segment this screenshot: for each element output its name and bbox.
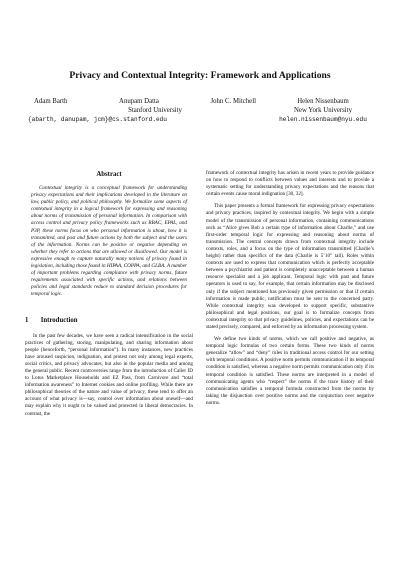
- author-affiliation: Stanford University: [128, 107, 182, 114]
- paragraph: We define two kinds of norms, which we call positive and negative, as temporal logic formulas of two certain forms. These two kinds of norms generalize “allow” and “deny” rules in traditional access control for our setting with temporal conditions. A positive norm permits communication if its temporal condition is satisfied, whereas a negative norm permits communication only if its temporal condition is satisfied. These norms are interpreted in a model of communicating agents who “respect” the norms if the trace history of their communication satisfies a temporal formula constructed from the norms by taking the disjunction over positive norms and the conjunction over negative norms.: [206, 336, 374, 406]
- author-email: helen.nissenbaum@nyu.edu: [279, 116, 367, 123]
- author-name: Adam Barth: [34, 98, 68, 105]
- author-block-nyu: [268, 97, 378, 124]
- section-title: Introduction: [40, 316, 78, 324]
- author-names: [28, 97, 264, 106]
- author-affiliation: New York University: [294, 107, 352, 114]
- right-column: [206, 170, 374, 412]
- section-heading: [25, 316, 193, 325]
- paragraph: framework of contextual integrity has arisen in recent years to provide guidance on how to respond to conflicts between values and interests and to provide a systematic setting for understanding privacy expectations and the reasons that certain events cause moral indignation [30, 32].: [206, 170, 374, 198]
- section-number: 1: [25, 316, 29, 324]
- author-name: John C. Mitchell: [210, 98, 256, 105]
- left-column: [25, 170, 193, 423]
- intro-right-body: [206, 170, 374, 407]
- author-block-stanford: [28, 97, 264, 124]
- author-name: Anupam Datta: [119, 98, 159, 105]
- intro-left-body: [25, 333, 193, 418]
- paper-title: Privacy and Contextual Integrity: Framework and Applications: [69, 70, 331, 81]
- abstract-heading: Abstract: [96, 171, 122, 178]
- author-name: Helen Nissenbaum: [297, 98, 349, 105]
- paragraph: This paper presents a formal framework for expressing privacy expectations and privacy practices, inspired by contextual integrity. We begin with a simple model of the transmission of personal information, containing communications such as “Alice gives Bob a certain type of information about Charlie,” and use first-order temporal logic for expressing and reasoning about norms of transmission. The central concepts drawn from contextual integrity include contexts, roles, and a focus on the type of information transmitted (Charlie’s height) rather than specifics of the data (Charlie is 5’10” tall). Roles within contexts are used to express that communication which is perfectly acceptable between a psychiatrist and patient is completely unacceptable between a human resource specialist and a job applicant. Temporal logic with past and future operators is used to say, for example, that certain information may be disclosed only if the subject mentioned has previously given permission or that if certain information is made public, notification must be sent to the concerned party. While contextual integrity was developed to support specific, substantive philosophical and legal positions, our goal is to formalize concepts from contextual integrity so that privacy guidelines, policies, and expectations can be stated precisely, compared, and enforced by an information processing system.: [206, 203, 374, 330]
- abstract-body: [25, 185, 193, 299]
- abstract-text: Contextual integrity is a conceptual framework for understanding privacy expectations and their implications developed in the literature on law, public policy, and political philosophy. We formalize some aspects of contextual integrity in a logical framework for expressing and reasoning about norms of transmission of personal information. In comparison with access control and privacy policy frameworks such as RBAC, EPAL, and P3P, these norms focus on who personal information is about, how it is transmitted, and past and future actions by both the subject and the users of the information. Norms can be positive or negative depending on whether they refer to actions that are allowed or disallowed. Our model is expressive enough to capture naturally many notions of privacy found in legislation, including those found in HIPAA, COPPA, and GLBA. A number of important problems regarding compliance with privacy norms, future requirements associated with specific actions, and relations between policies and legal standards reduce to standard decision procedures for temporal logic.: [31, 185, 187, 298]
- author-emails: {abarth, danupam, jcm}@cs.stanford.edu: [28, 116, 167, 123]
- paragraph: In the past few decades, we have seen a radical intensification in the social practices of gathering, storing, manipulating, and sharing information about people (henceforth, “personal information”). In many instances, new practices have aroused suspicion, indignation, and protest not only among legal experts, social critics, and privacy advocates, but also in the popular media and among the general public. Recent controversies range from the introduction of Caller ID to Lotus Marketplace Households and EZ Pass, from Carnivore and “total information awareness” to Internet cookies and online profiling. While there are philosophical theories of the nature and value of privacy, these tend to offer an account of what privacy is—say, control over information about oneself—and may explain why it ought to be valued and protected in liberal democracies. In contrast, the: [25, 332, 193, 417]
